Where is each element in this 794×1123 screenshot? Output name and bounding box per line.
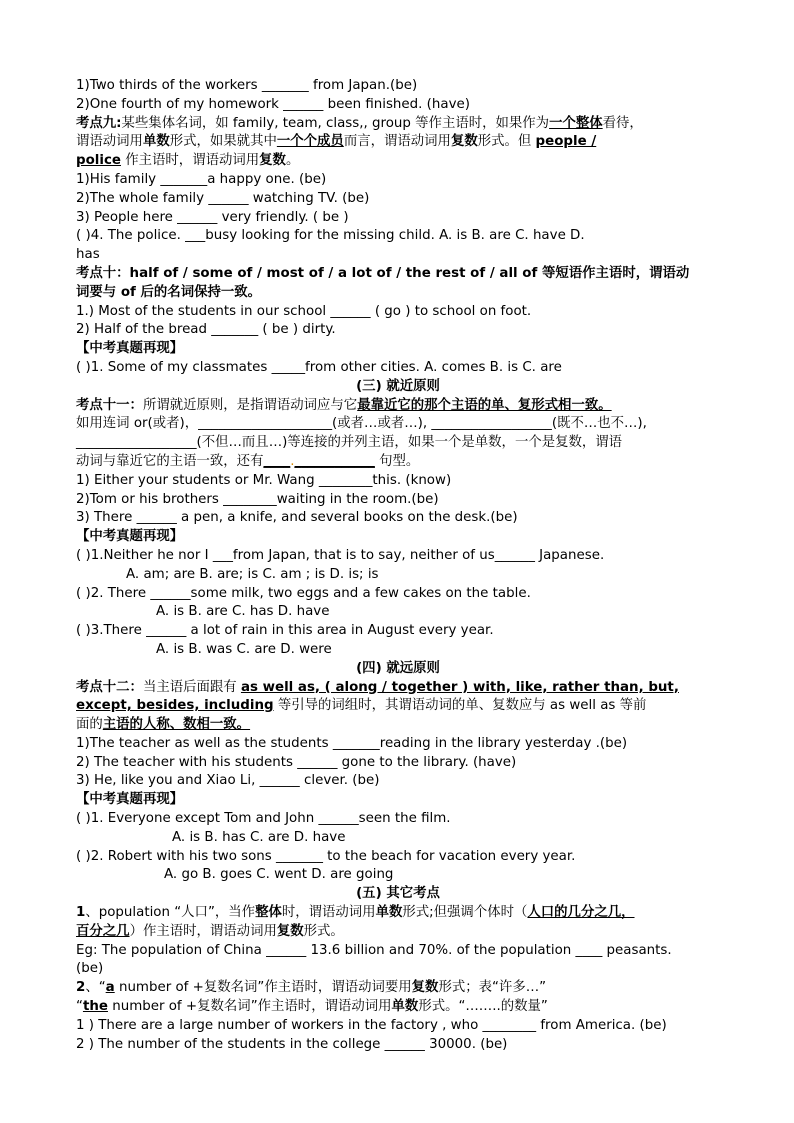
text-segment: 形式;但强调个体时（: [402, 905, 528, 921]
text-line: Eg: The population of China ______ 13.6 billion and 70%. of the population ____ peasants.: [76, 942, 672, 958]
text-line: A. am; are B. are; is C. am ; is D. is; is: [126, 566, 379, 582]
text-line: 1)The teacher as well as the students _______reading in the library yesterday .(be): [76, 735, 628, 751]
text-line: 2 ) The number of the students in the college ______ 30000. (be): [76, 1036, 508, 1052]
document-page: [76, 77, 720, 1054]
text-line: [76, 679, 720, 698]
text-line: 2)The whole family ______ watching TV. (be): [76, 190, 370, 206]
section-heading: (五) 其它考点: [356, 886, 440, 902]
text-segment: 整体: [255, 905, 282, 921]
text-segment: 一个整体: [549, 115, 603, 131]
text-line: [76, 791, 720, 810]
text-line: (be): [76, 961, 104, 977]
text-segment: 单数: [375, 905, 403, 921]
text-segment: as well as, ( along / together ) with, like, rather than, but,: [240, 679, 679, 695]
section-heading: (三) 就近原则: [356, 378, 440, 394]
text-line: 2) The teacher with his students ______ gone to the library. (have): [76, 754, 517, 770]
text-segment: 考点十二：: [76, 679, 143, 695]
text-segment: 形式。但: [477, 134, 536, 150]
text-segment: ）作主语时，谓语动词用: [129, 923, 277, 939]
text-line: [76, 904, 720, 923]
text-segment: 面的: [76, 717, 103, 733]
text-segment: 考点十：half of / some of / most of / a lot of / the rest of / all of 等短语作主语时，谓语动: [76, 265, 690, 281]
text-segment: 单数: [142, 134, 170, 150]
text-segment: 形式。: [303, 923, 344, 939]
text-line: [76, 265, 720, 284]
text-segment: number of +复数名词”作主语时，谓语动词用: [107, 999, 392, 1015]
text-line: [76, 284, 720, 303]
text-segment: 。: [285, 153, 300, 169]
text-segment: number of +复数名词”作主语时，谓语动词要用: [114, 980, 412, 996]
text-line: 2)Tom or his brothers ________waiting in the room.(be): [76, 491, 439, 507]
text-line: [76, 923, 720, 942]
text-line: __________________(不但…而且…)等连接的并列主语，如果一个是单数，一个是复数，谓语: [76, 435, 623, 451]
text-segment: police: [76, 153, 121, 169]
text-segment: 复数: [450, 134, 478, 150]
text-segment: 【中考真题再现】: [76, 529, 184, 545]
text-segment: 最靠近它的那个主语的单、复形式相一致。: [357, 397, 612, 413]
text-segment: 1: [76, 905, 86, 921]
text-line: has: [76, 247, 100, 263]
text-line: 1) Either your students or Mr. Wang ________this. (know): [76, 472, 452, 488]
text-line: A. go B. goes C. went D. are going: [164, 867, 394, 883]
text-segment: 一个个成员: [276, 134, 344, 150]
text-segment: 词要与 of 后的名词保持一致。: [76, 284, 262, 300]
text-segment: 2: [76, 980, 86, 996]
text-segment: 形式，如果就其中: [169, 134, 277, 150]
text-line: [76, 979, 720, 998]
text-segment: 复数: [259, 153, 286, 169]
text-segment: .: [290, 453, 295, 469]
text-segment: 、population “人口”，当作: [85, 905, 256, 921]
text-segment: 单数: [391, 999, 419, 1015]
text-line: [76, 340, 720, 359]
text-line: [76, 453, 720, 472]
text-segment: 句型。: [374, 453, 420, 469]
text-line: [76, 115, 720, 134]
text-segment: 形式；表“许多…”: [438, 980, 547, 996]
text-line: 如用连词 or(或者)，____________________(或者…或者…), __________________(既不…也不…),: [76, 416, 647, 432]
text-line: ( )1. Some of my classmates _____from other cities. A. comes B. is C. are: [76, 359, 562, 375]
text-line: [76, 716, 720, 735]
text-segment: people /: [535, 134, 597, 150]
text-segment: “: [76, 999, 83, 1015]
text-segment: 、“: [85, 980, 106, 996]
section-heading: (四) 就远原则: [356, 660, 440, 676]
text-segment: 【中考真题再现】: [76, 792, 184, 808]
text-line: 2) Half of the bread _______ ( be ) dirty.: [76, 322, 336, 338]
text-line: 1)Two thirds of the workers _______ from Japan.(be): [76, 78, 418, 93]
text-segment: 谓语动词用: [76, 134, 143, 150]
text-segment: 等引导的词组时，其谓语动词的单、复数应与 as well as 等前: [273, 698, 647, 714]
text-segment: except, besides, including: [76, 698, 274, 714]
text-line: [76, 697, 720, 716]
text-line: ( )2. There ______some milk, two eggs and a few cakes on the table.: [76, 585, 531, 601]
text-line: ( )1.Neither he nor I ___from Japan, that is to say, neither of us______ Japanese.: [76, 547, 605, 563]
text-segment: 看待，: [602, 115, 643, 131]
text-segment: 复数: [411, 980, 439, 996]
text-segment: 形式。“……..的数量”: [418, 999, 548, 1015]
text-line: 1.) Most of the students in our school ______ ( go ) to school on foot.: [76, 303, 532, 319]
text-segment: 【中考真题再现】: [76, 341, 184, 357]
text-segment: 主语的人称、数相一致。: [102, 717, 251, 733]
text-line: A. is B. was C. are D. were: [156, 641, 332, 657]
text-line: 2)One fourth of my homework ______ been finished. (have): [76, 96, 470, 112]
text-segment: 动词与靠近它的主语一致，还有: [76, 453, 264, 469]
text-segment: 作主语时，谓语动词用: [120, 153, 260, 169]
text-line: [76, 998, 720, 1017]
text-line: ( )2. Robert with his two sons _______ to the beach for vacation every year.: [76, 848, 576, 864]
text-line: A. is B. has C. are D. have: [172, 829, 346, 845]
text-segment: 某些集体名词，如 family, team, class,, group 等作主语时，如果作为: [121, 115, 550, 131]
text-line: A. is B. are C. has D. have: [156, 604, 330, 620]
text-segment: ____________: [294, 453, 375, 469]
text-line: 3) There ______ a pen, a knife, and several books on the desk.(be): [76, 510, 518, 526]
text-segment: 当主语后面跟有: [142, 679, 241, 695]
text-segment: 而言，谓语动词用: [343, 134, 451, 150]
text-segment: 人口的几分之几，: [527, 905, 635, 921]
text-line: 1)His family _______a happy one. (be): [76, 171, 327, 187]
text-line: [76, 133, 720, 152]
text-segment: ____: [263, 453, 291, 469]
text-segment: 时，谓语动词用: [281, 905, 376, 921]
text-segment: 考点九:: [76, 115, 122, 131]
text-segment: 所谓就近原则，是指谓语动词应与它: [142, 397, 358, 413]
text-line: ( )1. Everyone except Tom and John ______seen the film.: [76, 811, 451, 827]
text-line: 3) He, like you and Xiao Li, ______ clever. (be): [76, 773, 380, 789]
text-line: [76, 397, 720, 416]
text-line: 3) People here ______ very friendly. ( be ): [76, 209, 349, 225]
text-segment: 复数: [276, 923, 304, 939]
text-line: 1 ) There are a large number of workers in the factory , who ________ from America. (be): [76, 1017, 667, 1033]
text-line: [76, 528, 720, 547]
text-segment: 百分之几: [76, 923, 130, 939]
text-line: ( )4. The police. ___busy looking for the missing child. A. is B. are C. have D.: [76, 228, 585, 244]
text-segment: a: [105, 980, 115, 996]
text-segment: the: [82, 999, 108, 1015]
text-line: [76, 152, 720, 171]
text-line: ( )3.There ______ a lot of rain in this area in August every year.: [76, 623, 494, 639]
text-segment: 考点十一：: [76, 397, 143, 413]
